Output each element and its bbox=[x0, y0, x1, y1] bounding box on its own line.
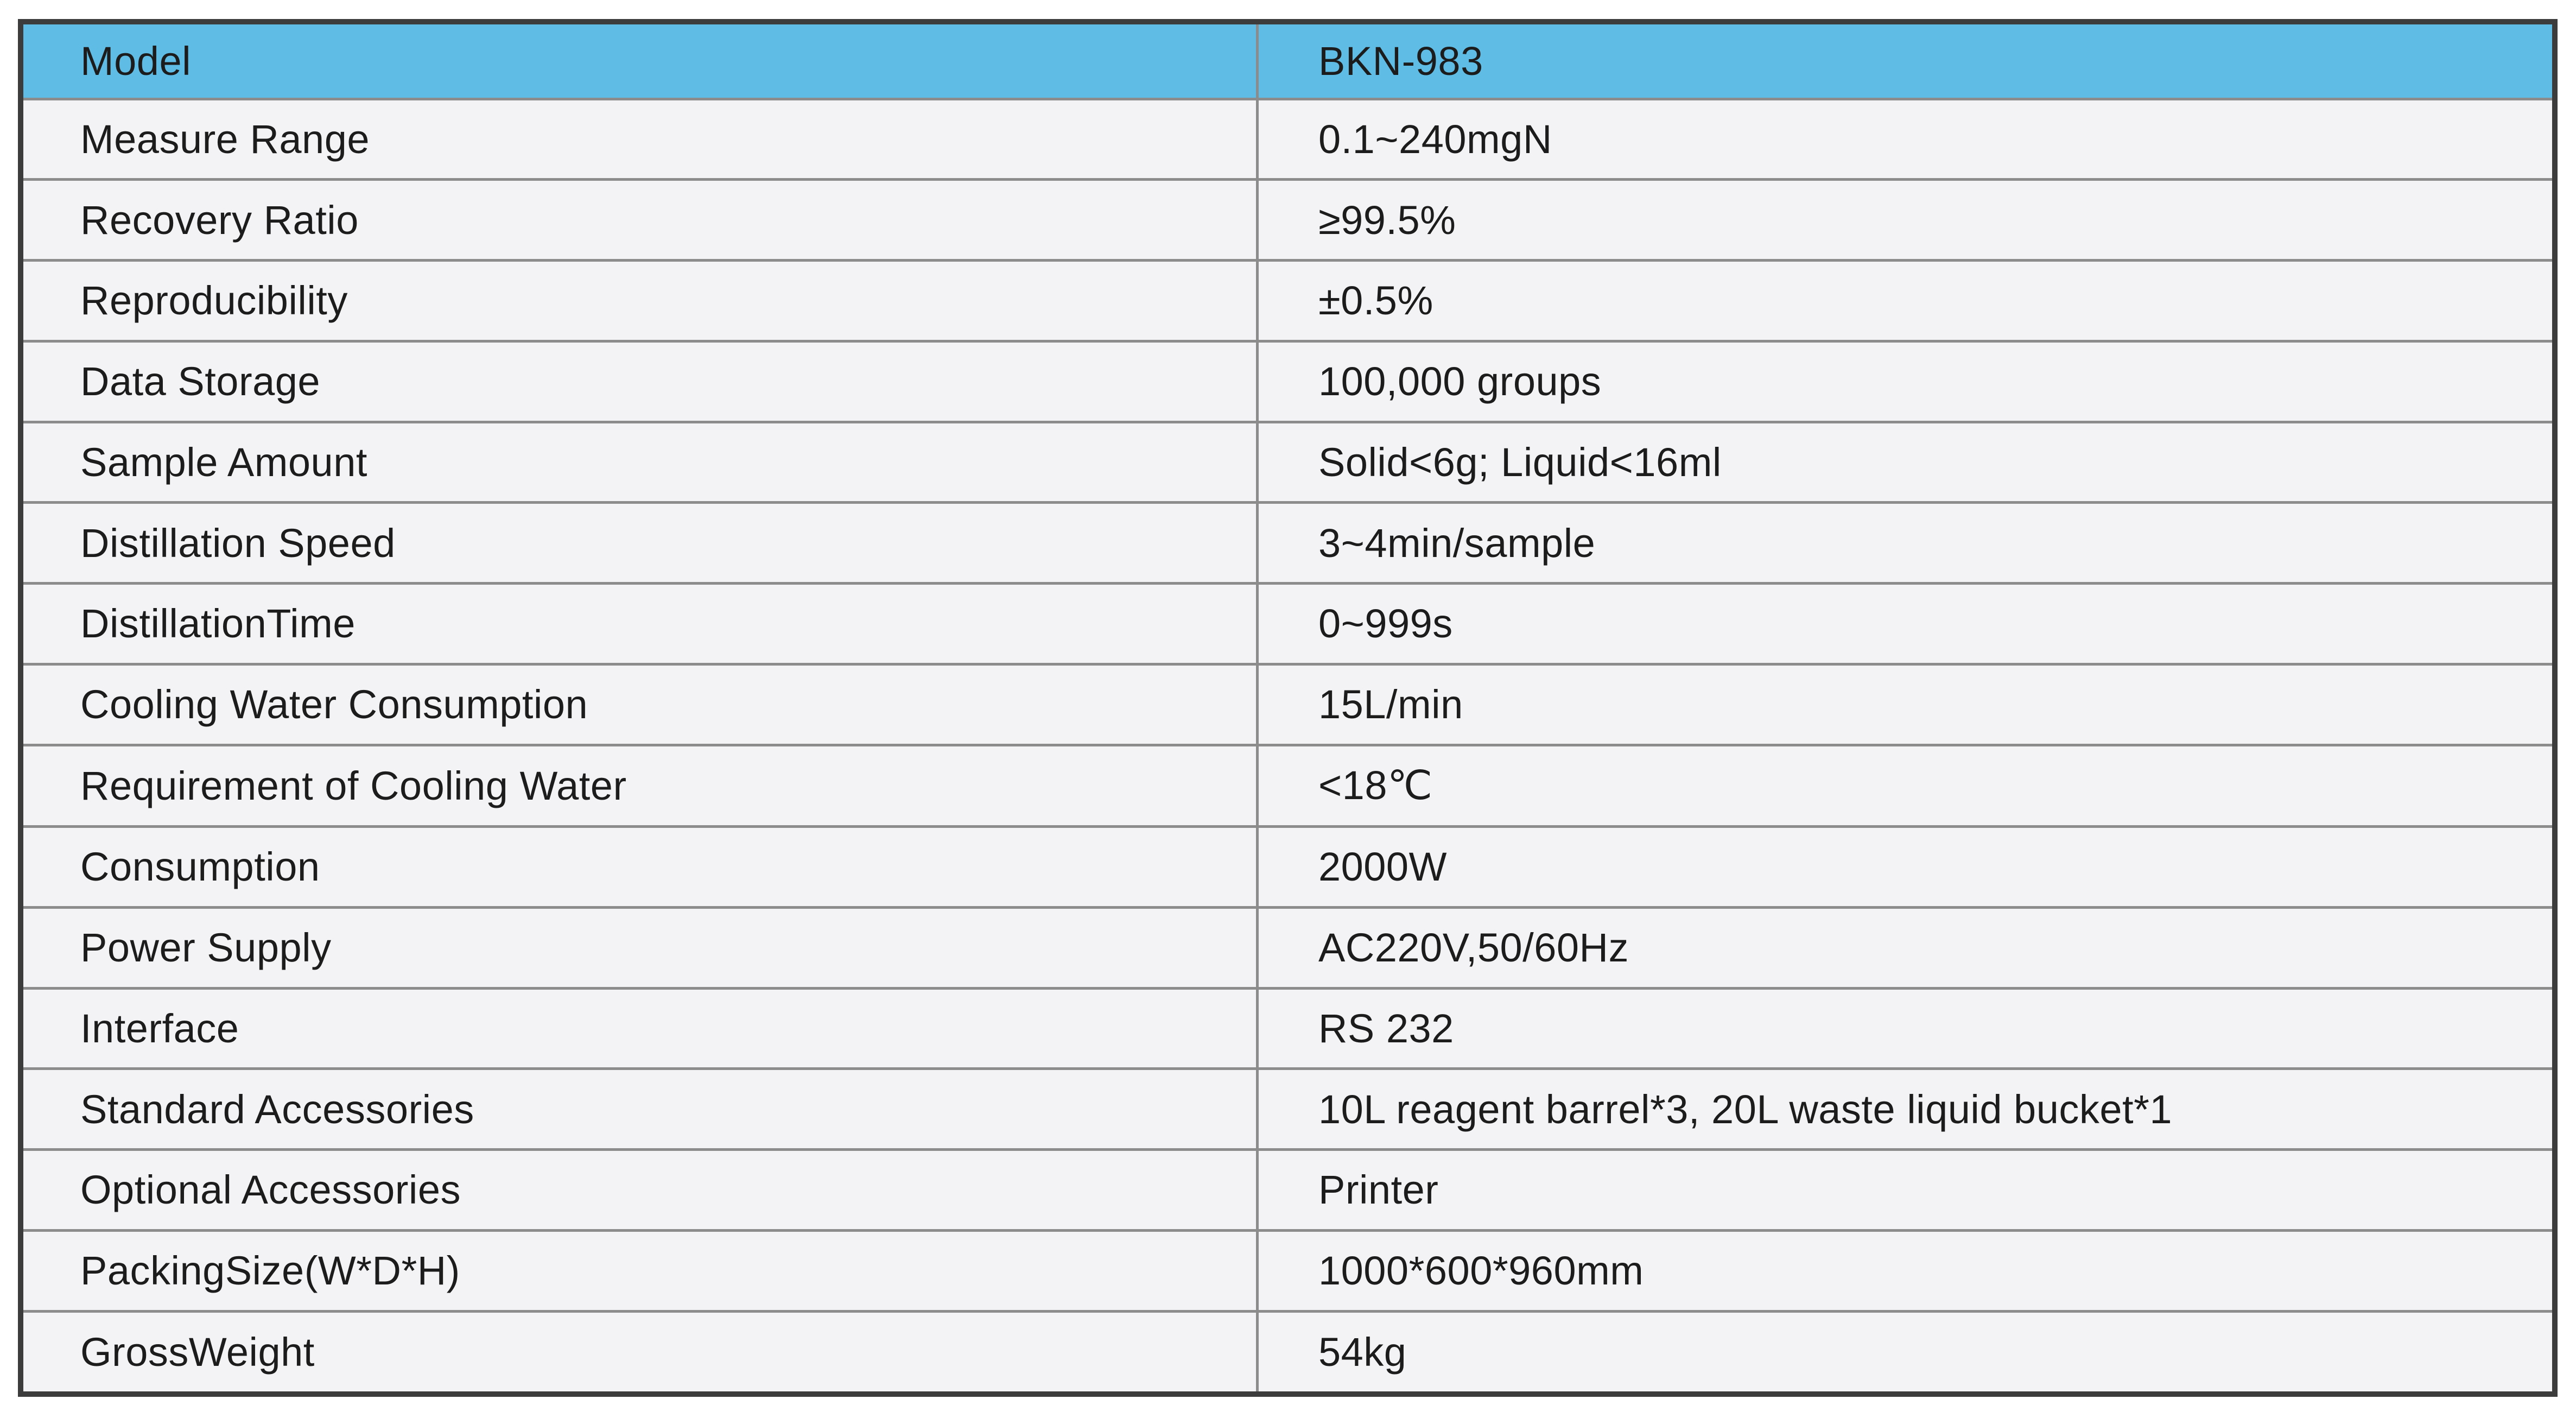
table-row bbox=[21, 503, 2555, 584]
spec-label: Interface bbox=[21, 988, 1257, 1069]
spec-label: Measure Range bbox=[21, 99, 1257, 180]
spec-label: GrossWeight bbox=[21, 1311, 1257, 1394]
spec-label: Sample Amount bbox=[21, 422, 1257, 503]
spec-table-body bbox=[21, 99, 2555, 1394]
spec-value: 3~4min/sample bbox=[1257, 503, 2555, 584]
table-row bbox=[21, 1150, 2555, 1231]
table-row bbox=[21, 261, 2555, 341]
spec-value: RS 232 bbox=[1257, 988, 2555, 1069]
table-row bbox=[21, 1069, 2555, 1150]
spec-value: 0~999s bbox=[1257, 584, 2555, 664]
table-row bbox=[21, 180, 2555, 261]
spec-value: Solid<6g; Liquid<16ml bbox=[1257, 422, 2555, 503]
spec-label: Consumption bbox=[21, 827, 1257, 908]
spec-value: ≥99.5% bbox=[1257, 180, 2555, 261]
spec-label: Data Storage bbox=[21, 341, 1257, 422]
table-row bbox=[21, 422, 2555, 503]
spec-label: Recovery Ratio bbox=[21, 180, 1257, 261]
spec-value: ±0.5% bbox=[1257, 261, 2555, 341]
table-row bbox=[21, 1311, 2555, 1394]
header-model-value: BKN-983 bbox=[1257, 22, 2555, 99]
spec-value: AC220V,50/60Hz bbox=[1257, 907, 2555, 988]
spec-table-head bbox=[21, 22, 2555, 99]
spec-label: PackingSize(W*D*H) bbox=[21, 1230, 1257, 1311]
table-row bbox=[21, 341, 2555, 422]
spec-table bbox=[18, 19, 2558, 1397]
table-row bbox=[21, 1230, 2555, 1311]
spec-value: 0.1~240mgN bbox=[1257, 99, 2555, 180]
header-model-label: Model bbox=[21, 22, 1257, 99]
table-row bbox=[21, 584, 2555, 664]
spec-label: Distillation Speed bbox=[21, 503, 1257, 584]
table-row bbox=[21, 745, 2555, 826]
spec-label: Standard Accessories bbox=[21, 1069, 1257, 1150]
table-row bbox=[21, 827, 2555, 908]
spec-value: Printer bbox=[1257, 1150, 2555, 1231]
spec-label: DistillationTime bbox=[21, 584, 1257, 664]
spec-value: 54kg bbox=[1257, 1311, 2555, 1394]
spec-value: 10L reagent barrel*3, 20L waste liquid bucket*1 bbox=[1257, 1069, 2555, 1150]
spec-label: Cooling Water Consumption bbox=[21, 664, 1257, 745]
spec-label: Reproducibility bbox=[21, 261, 1257, 341]
spec-label: Power Supply bbox=[21, 907, 1257, 988]
spec-value: 1000*600*960mm bbox=[1257, 1230, 2555, 1311]
table-row bbox=[21, 99, 2555, 180]
spec-label: Requirement of Cooling Water bbox=[21, 745, 1257, 826]
spec-value: <18℃ bbox=[1257, 745, 2555, 826]
spec-value: 2000W bbox=[1257, 827, 2555, 908]
table-row bbox=[21, 664, 2555, 745]
table-row bbox=[21, 907, 2555, 988]
spec-label: Optional Accessories bbox=[21, 1150, 1257, 1231]
table-header-row bbox=[21, 22, 2555, 99]
spec-value: 15L/min bbox=[1257, 664, 2555, 745]
spec-value: 100,000 groups bbox=[1257, 341, 2555, 422]
table-row bbox=[21, 988, 2555, 1069]
